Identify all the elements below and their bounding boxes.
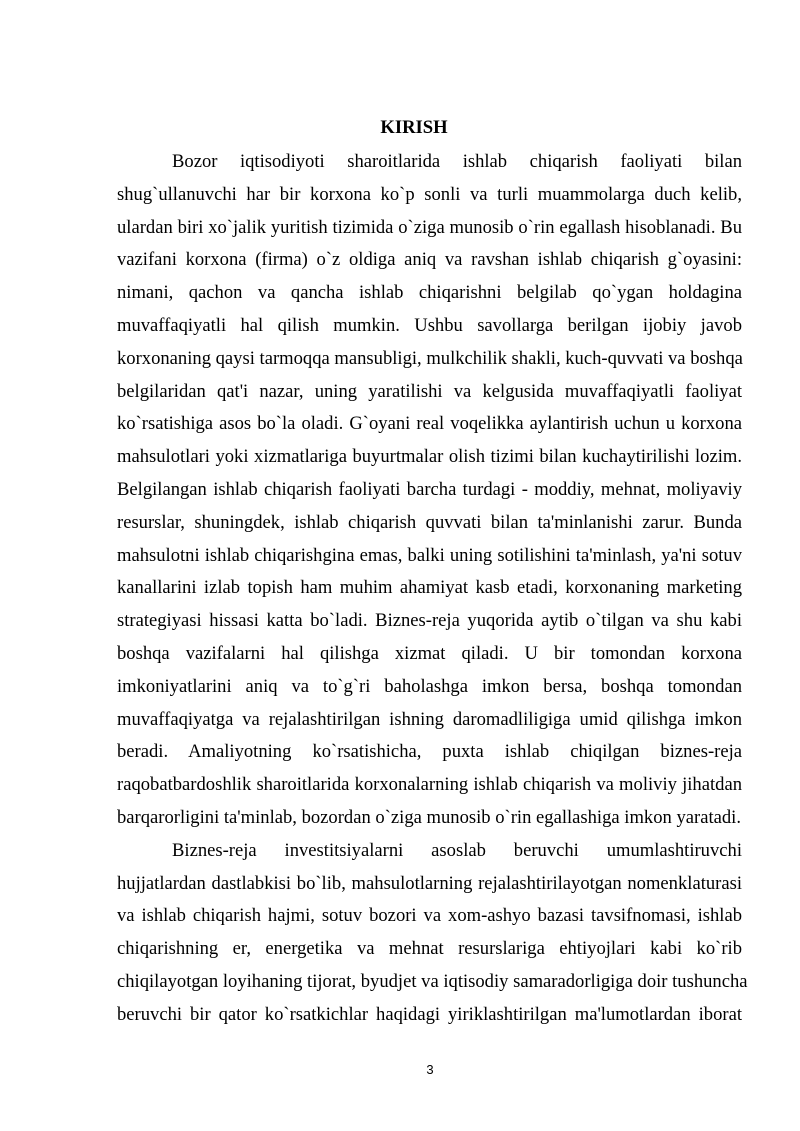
text-line: nimani, qachon va qancha ishlab chiqarishni belgilab qo`ygan holdagina (117, 282, 742, 304)
text-line: belgilaridan qat'i nazar, uning yaratilishi va kelgusida muvaffaqiyatli faoliyat (117, 380, 742, 402)
text-line: imkoniyatlarini aniq va to`g`ri baholashga imkon bersa, boshqa tomondan (117, 675, 742, 697)
text-line: muvaffaqiyatga va rejalashtirilgan ishning daromadliligiga umid qilishga imkon (117, 708, 742, 730)
text-line: vazifani korxona (firma) o`z oldiga aniq va ravshan ishlab chiqarish g`oyasini: (117, 249, 742, 271)
text-line: mahsulotlari yoki xizmatlariga buyurtmalar olish tizimi bilan kuchaytirilishi lozim. (117, 446, 742, 468)
text-line: muvaffaqiyatli hal qilish mumkin. Ushbu savollarga berilgan ijobiy javob (117, 314, 742, 336)
body-text (117, 146, 748, 1032)
text-line: kanallarini izlab topish ham muhim ahamiyat kasb etadi, korxonaning marketing (117, 577, 742, 599)
text-line: ulardan biri xo`jalik yuritish tizimida o`ziga munosib o`rin egallash hisoblanadi. Bu (117, 216, 742, 238)
page-title: KIRISH (380, 117, 448, 138)
text-line: resurslar, shuningdek, ishlab chiqarish quvvati bilan ta'minlanishi zarur. Bunda (117, 511, 742, 533)
text-line: hujjatlardan dastlabkisi bo`lib, mahsulotlarning rejalashtirilayotgan nomenklaturasi (117, 872, 742, 894)
text-line: barqarorligini ta'minlab, bozordan o`ziga munosib o`rin egallashiga imkon yaratadi. (117, 806, 741, 828)
text-line: raqobatbardoshlik sharoitlarida korxonalarning ishlab chiqarish va moliviy jihatdan (117, 774, 742, 796)
text-line: korxonaning qaysi tarmoqqa mansubligi, mulkchilik shakli, kuch-quvvati va boshqa (117, 347, 743, 369)
page-number: 3 (426, 1062, 434, 1077)
text-line: strategiyasi hissasi katta bo`ladi. Biznes-reja yuqorida aytib o`tilgan va shu kabi (117, 610, 742, 632)
text-line: boshqa vazifalarni hal qilishga xizmat qiladi. U bir tomondan korxona (117, 642, 742, 664)
text-line: ko`rsatishiga asos bo`la oladi. G`oyani real voqelikka aylantirish uchun u korxona (117, 413, 742, 435)
text-line: shug`ullanuvchi har bir korxona ko`p sonli va turli muammolarga duch kelib, (117, 183, 742, 205)
text-line: Bozor iqtisodiyoti sharoitlarida ishlab chiqarish faoliyati bilan (172, 151, 742, 172)
text-line: mahsulotni ishlab chiqarishgina emas, balki uning sotilishini ta'minlash, ya'ni sotuv (117, 544, 742, 566)
text-line: Biznes-reja investitsiyalarni asoslab beruvchi umumlashtiruvchi (172, 839, 742, 861)
text-line: beradi. Amaliyotning ko`rsatishicha, puxta ishlab chiqilgan biznes-reja (117, 741, 742, 763)
text-line: Belgilangan ishlab chiqarish faoliyati barcha turdagi - moddiy, mehnat, moliyaviy (117, 478, 742, 500)
text-line: beruvchi bir qator ko`rsatkichlar haqidagi yiriklashtirilgan ma'lumotlardan iborat (117, 1003, 742, 1025)
text-line: chiqarishning er, energetika va mehnat resurslariga ehtiyojlari kabi ko`rib (117, 938, 742, 960)
text-line: chiqilayotgan loyihaning tijorat, byudjet va iqtisodiy samaradorligiga doir tushuncha (117, 970, 748, 992)
text-line: va ishlab chiqarish hajmi, sotuv bozori va xom-ashyo bazasi tavsifnomasi, ishlab (117, 905, 742, 927)
